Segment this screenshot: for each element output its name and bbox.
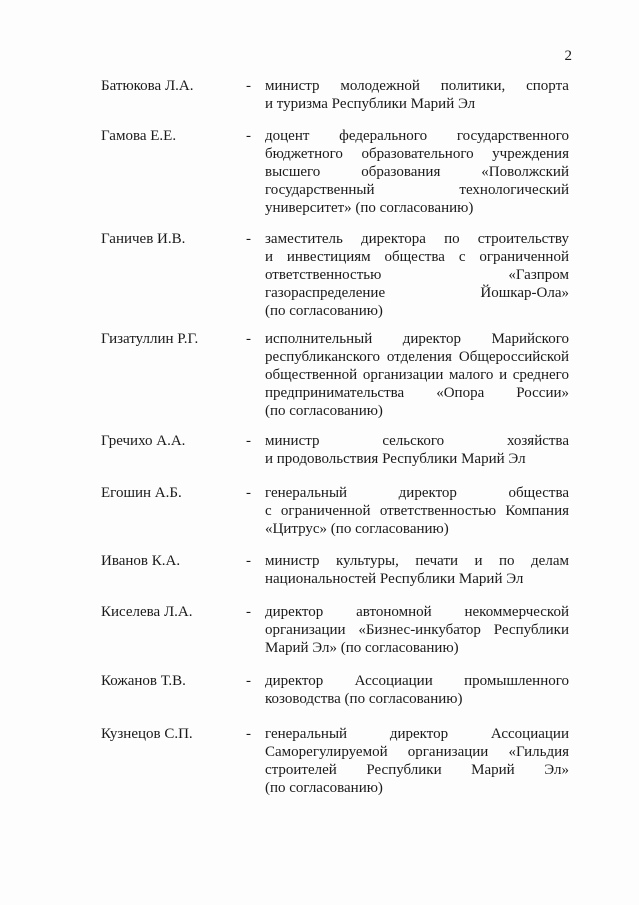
position-word: и (265, 249, 274, 265)
position-line (265, 502, 569, 520)
position-word: строителей (265, 762, 337, 778)
position-word: директора (361, 231, 426, 247)
position-word: министр (265, 553, 320, 569)
position-word: бюджетного (265, 146, 343, 162)
member-position (265, 603, 569, 657)
position-word: генеральный (265, 726, 348, 742)
position-word: образовательного (361, 146, 474, 162)
position-word: директор (389, 726, 449, 742)
position-word: среднего (512, 367, 569, 383)
member-name: Ганичев И.В. (101, 231, 186, 247)
position-line (265, 127, 569, 145)
position-word: учреждения (492, 146, 569, 162)
position-word: организации (407, 744, 489, 760)
position-line (265, 230, 569, 248)
position-word: Республики (493, 622, 569, 638)
position-line (265, 163, 569, 181)
position-word: Республики (366, 762, 442, 778)
position-word: инвестициям (286, 249, 371, 265)
position-word: делам (531, 553, 569, 569)
position-word: организации (362, 367, 444, 383)
member-position (265, 725, 569, 797)
position-word: высшего (265, 164, 321, 180)
position-word: некоммерческой (464, 604, 569, 620)
position-word: республиканского (265, 349, 380, 365)
position-word: с (458, 249, 466, 265)
position-word: директор (402, 331, 461, 347)
entry-dash: - (246, 604, 251, 620)
member-name: Гизатуллин Р.Г. (101, 331, 199, 347)
position-word: федерального (339, 128, 428, 144)
position-word: ответственностью (265, 267, 382, 283)
position-word: Общероссийской (458, 349, 569, 365)
position-line (265, 432, 569, 450)
position-word: печати (415, 553, 459, 569)
position-line (265, 761, 569, 779)
position-word: Йошкар-Ола» (480, 285, 569, 301)
position-word: директор (265, 604, 324, 620)
position-line: Марий Эл» (по согласованию) (265, 640, 459, 656)
member-position (265, 432, 569, 468)
entry-dash: - (246, 673, 251, 689)
member-name: Киселева Л.А. (101, 604, 193, 620)
member-position (265, 552, 569, 588)
position-word: ответственностью (379, 503, 497, 519)
position-line: (по согласованию) (265, 780, 383, 796)
position-line (265, 77, 569, 95)
position-word: Ассоциации (490, 726, 569, 742)
position-line (265, 552, 569, 570)
position-word: предпринимательства (265, 385, 405, 401)
position-word: по (499, 553, 515, 569)
position-line (265, 330, 569, 348)
position-word: «Газпром (508, 267, 569, 283)
position-word: генеральный (265, 485, 348, 501)
member-name: Гречихо А.А. (101, 433, 186, 449)
member-position (265, 330, 569, 420)
position-word: и (474, 553, 483, 569)
position-word: политики, (440, 78, 506, 94)
entry-dash: - (246, 231, 251, 247)
position-line: (по согласованию) (265, 303, 383, 319)
position-word: директор (398, 485, 457, 501)
entry-dash: - (246, 433, 251, 449)
member-position (265, 672, 569, 708)
position-line: университет» (по согласованию) (265, 200, 474, 216)
position-line (265, 484, 569, 502)
position-line (265, 348, 569, 366)
position-word: Марийского (491, 331, 569, 347)
position-word: заместитель (265, 231, 343, 247)
position-word: общества (384, 249, 445, 265)
position-line: козоводства (по согласованию) (265, 691, 463, 707)
position-line: и туризма Республики Марий Эл (265, 96, 476, 112)
member-position (265, 127, 569, 217)
position-line (265, 266, 569, 284)
position-word: Марий (471, 762, 515, 778)
position-word: молодежной (340, 78, 420, 94)
position-word: доцент (265, 128, 310, 144)
member-position (265, 484, 569, 538)
position-word: государственного (456, 128, 569, 144)
position-word: сельского (382, 433, 445, 449)
position-word: министр (265, 78, 320, 94)
position-word: спорта (526, 78, 569, 94)
member-name: Егошин А.Б. (101, 485, 182, 501)
member-position (265, 77, 569, 113)
position-word: директор (265, 673, 324, 689)
member-name: Иванов К.А. (101, 553, 181, 569)
entry-dash: - (246, 553, 251, 569)
position-line: и продовольствия Республики Марий Эл (265, 451, 526, 467)
member-name: Кожанов Т.В. (101, 673, 186, 689)
position-word: Ассоциации (354, 673, 433, 689)
position-line (265, 284, 569, 302)
position-word: по (444, 231, 460, 247)
position-word: организации (265, 622, 346, 638)
position-word: культуры, (335, 553, 399, 569)
position-word: «Поволжский (481, 164, 569, 180)
position-word: Саморегулируемой (265, 744, 388, 760)
position-word: ограниченной (479, 249, 569, 265)
entry-dash: - (246, 485, 251, 501)
position-line: «Цитрус» (по согласованию) (265, 521, 449, 537)
position-line (265, 603, 569, 621)
position-word: строительству (477, 231, 569, 247)
entry-dash: - (246, 78, 251, 94)
position-word: промышленного (464, 673, 569, 689)
position-word: автономной (356, 604, 432, 620)
position-word: технологический (459, 182, 569, 198)
position-line (265, 384, 569, 402)
position-word: общественной (265, 367, 358, 383)
position-line (265, 366, 569, 384)
position-word: министр (265, 433, 320, 449)
position-word: Эл» (544, 762, 569, 778)
entry-dash: - (246, 726, 251, 742)
position-word: общества (508, 485, 569, 501)
position-word: образования (361, 164, 441, 180)
position-word: «Опора (436, 385, 485, 401)
entry-dash: - (246, 128, 251, 144)
position-line (265, 145, 569, 163)
position-word: газораспределение (265, 285, 386, 301)
entry-dash: - (246, 331, 251, 347)
position-word: «Бизнес-инкубатор (358, 622, 481, 638)
position-line: национальностей Республики Марий Эл (265, 571, 524, 587)
position-word: «Гильдия (508, 744, 569, 760)
position-word: отделения (386, 349, 452, 365)
position-word: Компания (505, 503, 569, 519)
position-line (265, 248, 569, 266)
member-position (265, 230, 569, 320)
position-word: малого (448, 367, 494, 383)
position-word: государственный (265, 182, 375, 198)
position-line (265, 672, 569, 690)
position-word: исполнительный (265, 331, 373, 347)
position-line (265, 181, 569, 199)
position-word: с (265, 503, 272, 519)
position-line: (по согласованию) (265, 403, 383, 419)
position-word: России» (516, 385, 569, 401)
member-name: Гамова Е.Е. (101, 128, 177, 144)
member-name: Кузнецов С.П. (101, 726, 193, 742)
position-word: и (499, 367, 508, 383)
position-line (265, 725, 569, 743)
member-name: Батюкова Л.А. (101, 78, 194, 94)
position-word: ограниченной (280, 503, 371, 519)
page-number: 2 (564, 48, 572, 64)
position-line (265, 621, 569, 639)
position-word: хозяйства (506, 433, 569, 449)
position-line (265, 743, 569, 761)
